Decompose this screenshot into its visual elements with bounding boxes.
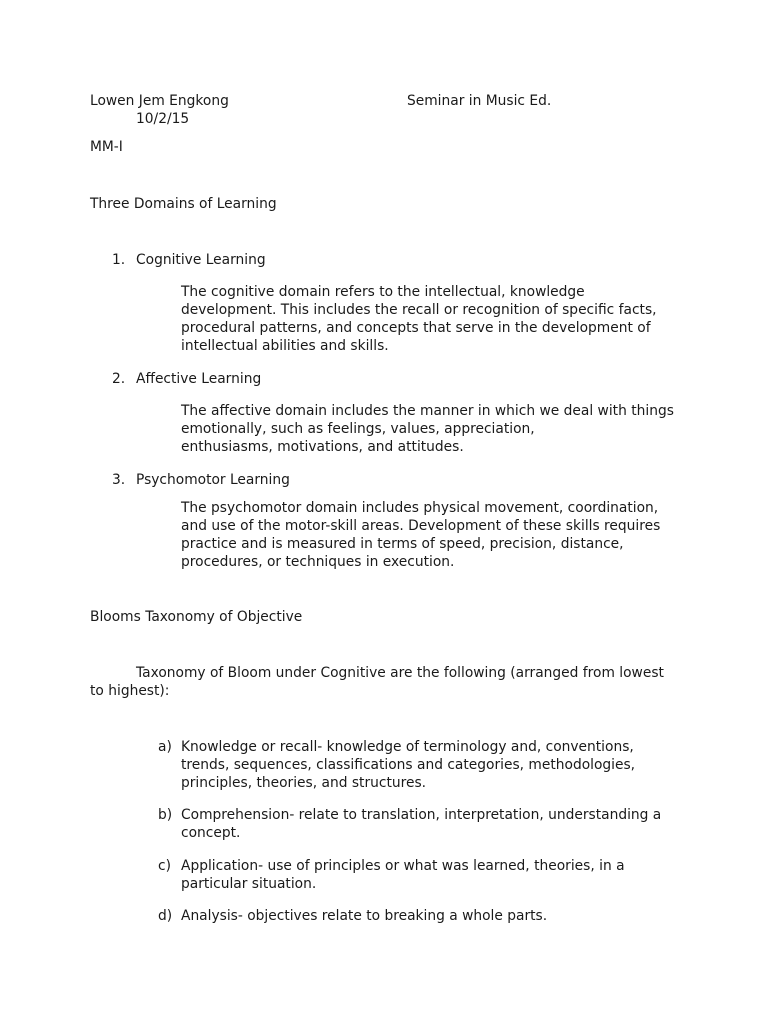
list-number: 2.	[112, 371, 126, 387]
knowledge-item: Knowledge or recall- knowledge of terminology and, conventions, trends, sequences, classifications and categories, methodologies, principles, theories, and structures.	[181, 739, 636, 791]
comprehension-item: Comprehension- relate to translation, interpretation, understanding a concept.	[181, 807, 662, 841]
author-name: Lowen Jem Engkong	[90, 93, 229, 109]
document-date: 10/2/15	[136, 111, 190, 127]
course-title: Seminar in Music Ed.	[407, 93, 552, 109]
affective-description: The affective domain includes the manner in which we deal with things emotionally, such as feelings, values, appreciation, enthusiasms, motivations, and attitudes.	[181, 403, 674, 455]
blooms-intro-line2: to highest):	[90, 683, 170, 699]
psychomotor-description: The psychomotor domain includes physical movement, coordination, and use of the motor-skill areas. Development of these skills requires practice and is measured in terms of speed, precision, distance, procedures, or techniques in execution.	[181, 500, 661, 570]
list-number: 3.	[112, 472, 126, 488]
affective-heading: Affective Learning	[136, 371, 262, 387]
list-letter: b)	[158, 807, 173, 823]
list-letter: c)	[158, 858, 171, 874]
section-code: MM-I	[90, 139, 123, 155]
application-item: Application- use of principles or what was learned, theories, in a particular situation.	[181, 858, 625, 892]
blooms-heading: Blooms Taxonomy of Objective	[90, 609, 303, 625]
list-number: 1.	[112, 252, 126, 268]
cognitive-description: The cognitive domain refers to the intellectual, knowledge development. This includes the recall or recognition of specific facts, procedural patterns, and concepts that serve in the development of intellectual abilities and skills.	[181, 284, 657, 354]
list-letter: d)	[158, 908, 173, 924]
cognitive-heading: Cognitive Learning	[136, 252, 266, 268]
psychomotor-heading: Psychomotor Learning	[136, 472, 290, 488]
blooms-intro-line1: Taxonomy of Bloom under Cognitive are the following (arranged from lowest	[136, 665, 664, 681]
analysis-item: Analysis- objectives relate to breaking a whole parts.	[181, 908, 548, 924]
domains-heading: Three Domains of Learning	[90, 196, 277, 212]
list-letter: a)	[158, 739, 172, 755]
